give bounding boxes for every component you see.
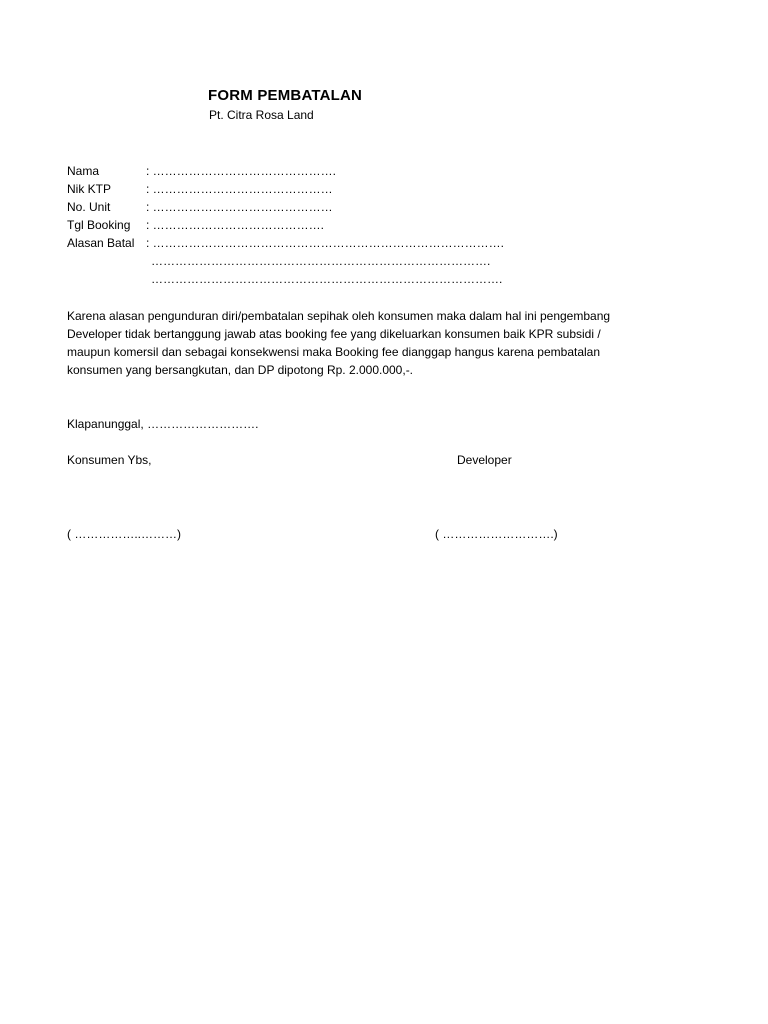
field-blank: : ……………………………………… (146, 182, 333, 196)
terms-paragraph (67, 307, 645, 379)
company-name: Pt. Citra Rosa Land (209, 108, 314, 122)
developer-signature-label: Developer (457, 453, 512, 467)
paragraph-line: konsumen yang bersangkutan, dan DP dipotong Rp. 2.000.000,-. (67, 363, 414, 377)
field-blank: : ……………………………………… (146, 200, 333, 214)
developer-signature-blank: ( ……………………….) (435, 527, 558, 541)
form-title: FORM PEMBATALAN (208, 87, 363, 104)
field-label: No. Unit (67, 200, 111, 214)
field-label: Alasan Batal (67, 236, 135, 250)
consumer-signature-label: Konsumen Ybs, (67, 453, 152, 467)
field-label: Nik KTP (67, 182, 112, 196)
field-blank: : ………………………………………. (146, 164, 337, 178)
field-label: Tgl Booking (67, 218, 131, 232)
consumer-signature-blank: ( ……………..………) (67, 527, 181, 541)
field-blank: : ……………………………………………………………………………. (146, 236, 505, 250)
paragraph-line: Karena alasan pengunduran diri/pembatalan sepihak oleh konsumen maka dalam hal ini pengembang (67, 309, 611, 323)
place-date-line: Klapanunggal, ………………………. (67, 417, 259, 431)
field-blank: ……………………………………………………………………………. (151, 272, 503, 286)
field-blank: …………………………………………………………………………. (151, 254, 491, 268)
paragraph-line: maupun komersil dan sebagai konsekwensi maka Booking fee dianggap hangus karena pembatalan (67, 345, 601, 359)
field-blank: : ……………………………………. (146, 218, 325, 232)
field-label: Nama (67, 164, 100, 178)
paragraph-line: Developer tidak bertanggung jawab atas booking fee yang dikeluarkan konsumen baik KPR subsidi / (67, 327, 601, 341)
